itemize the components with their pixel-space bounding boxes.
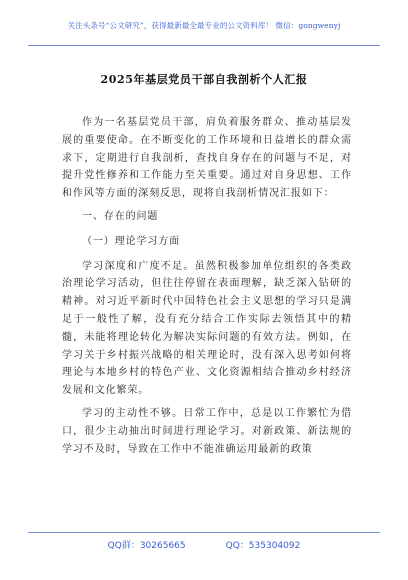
footer-qq-group: QQ群：30265665 <box>107 541 186 551</box>
body-paragraph: 学习的主动性不够。日常工作中，总是以工作繁忙为借口，很少主动抽出时间进行理论学习。对新政策、新法规的学习不及时，导致在工作中不能准确运用最新的政策 <box>62 407 352 455</box>
section-heading: 一、存在的问题 <box>82 210 159 222</box>
document-title: 2025年基层党员干部自我剖析个人汇报 <box>100 73 308 86</box>
body-paragraph: 学习深度和广度不足。虽然积极参加单位组织的各类政治理论学习活动，但往往停留在表面理解，缺乏深入钻研的精神。对习近平新时代中国特色社会主义思想的学习只是满足于一般性了解，没有充分结合工作实际去领悟其中的精髓，未能将理论转化为解决实际问题的有效方法。例如，在学习关于乡村振兴战略的相关理论时，没有深入思考如何将理论与本地乡村的特色产业、文化资源相结合推动乡村经济发展和文化繁荣。 <box>62 260 352 397</box>
footer-qq-number: QQ：535304092 <box>225 541 301 551</box>
bottom-divider <box>28 532 380 533</box>
subsection-heading: （一）理论学习方面 <box>82 235 181 247</box>
footer <box>0 538 408 551</box>
document-body <box>62 114 352 463</box>
top-divider <box>28 45 380 46</box>
top-banner: 关注头条号“公文研究”，获得最新最全最专业的公文资料库！ 微信：gongwenyj <box>67 21 341 30</box>
intro-paragraph: 作为一名基层党员干部，肩负着服务群众、推动基层发展的重要使命。在不断变化的工作环境和日益增长的群众需求下，定期进行自我剖析，查找自身存在的问题与不足，对提升党性修养和工作能力至关重要。通过对自身思想、工作和作风等方面的深刻反思，现将自我剖析情况汇报如下： <box>62 117 352 200</box>
